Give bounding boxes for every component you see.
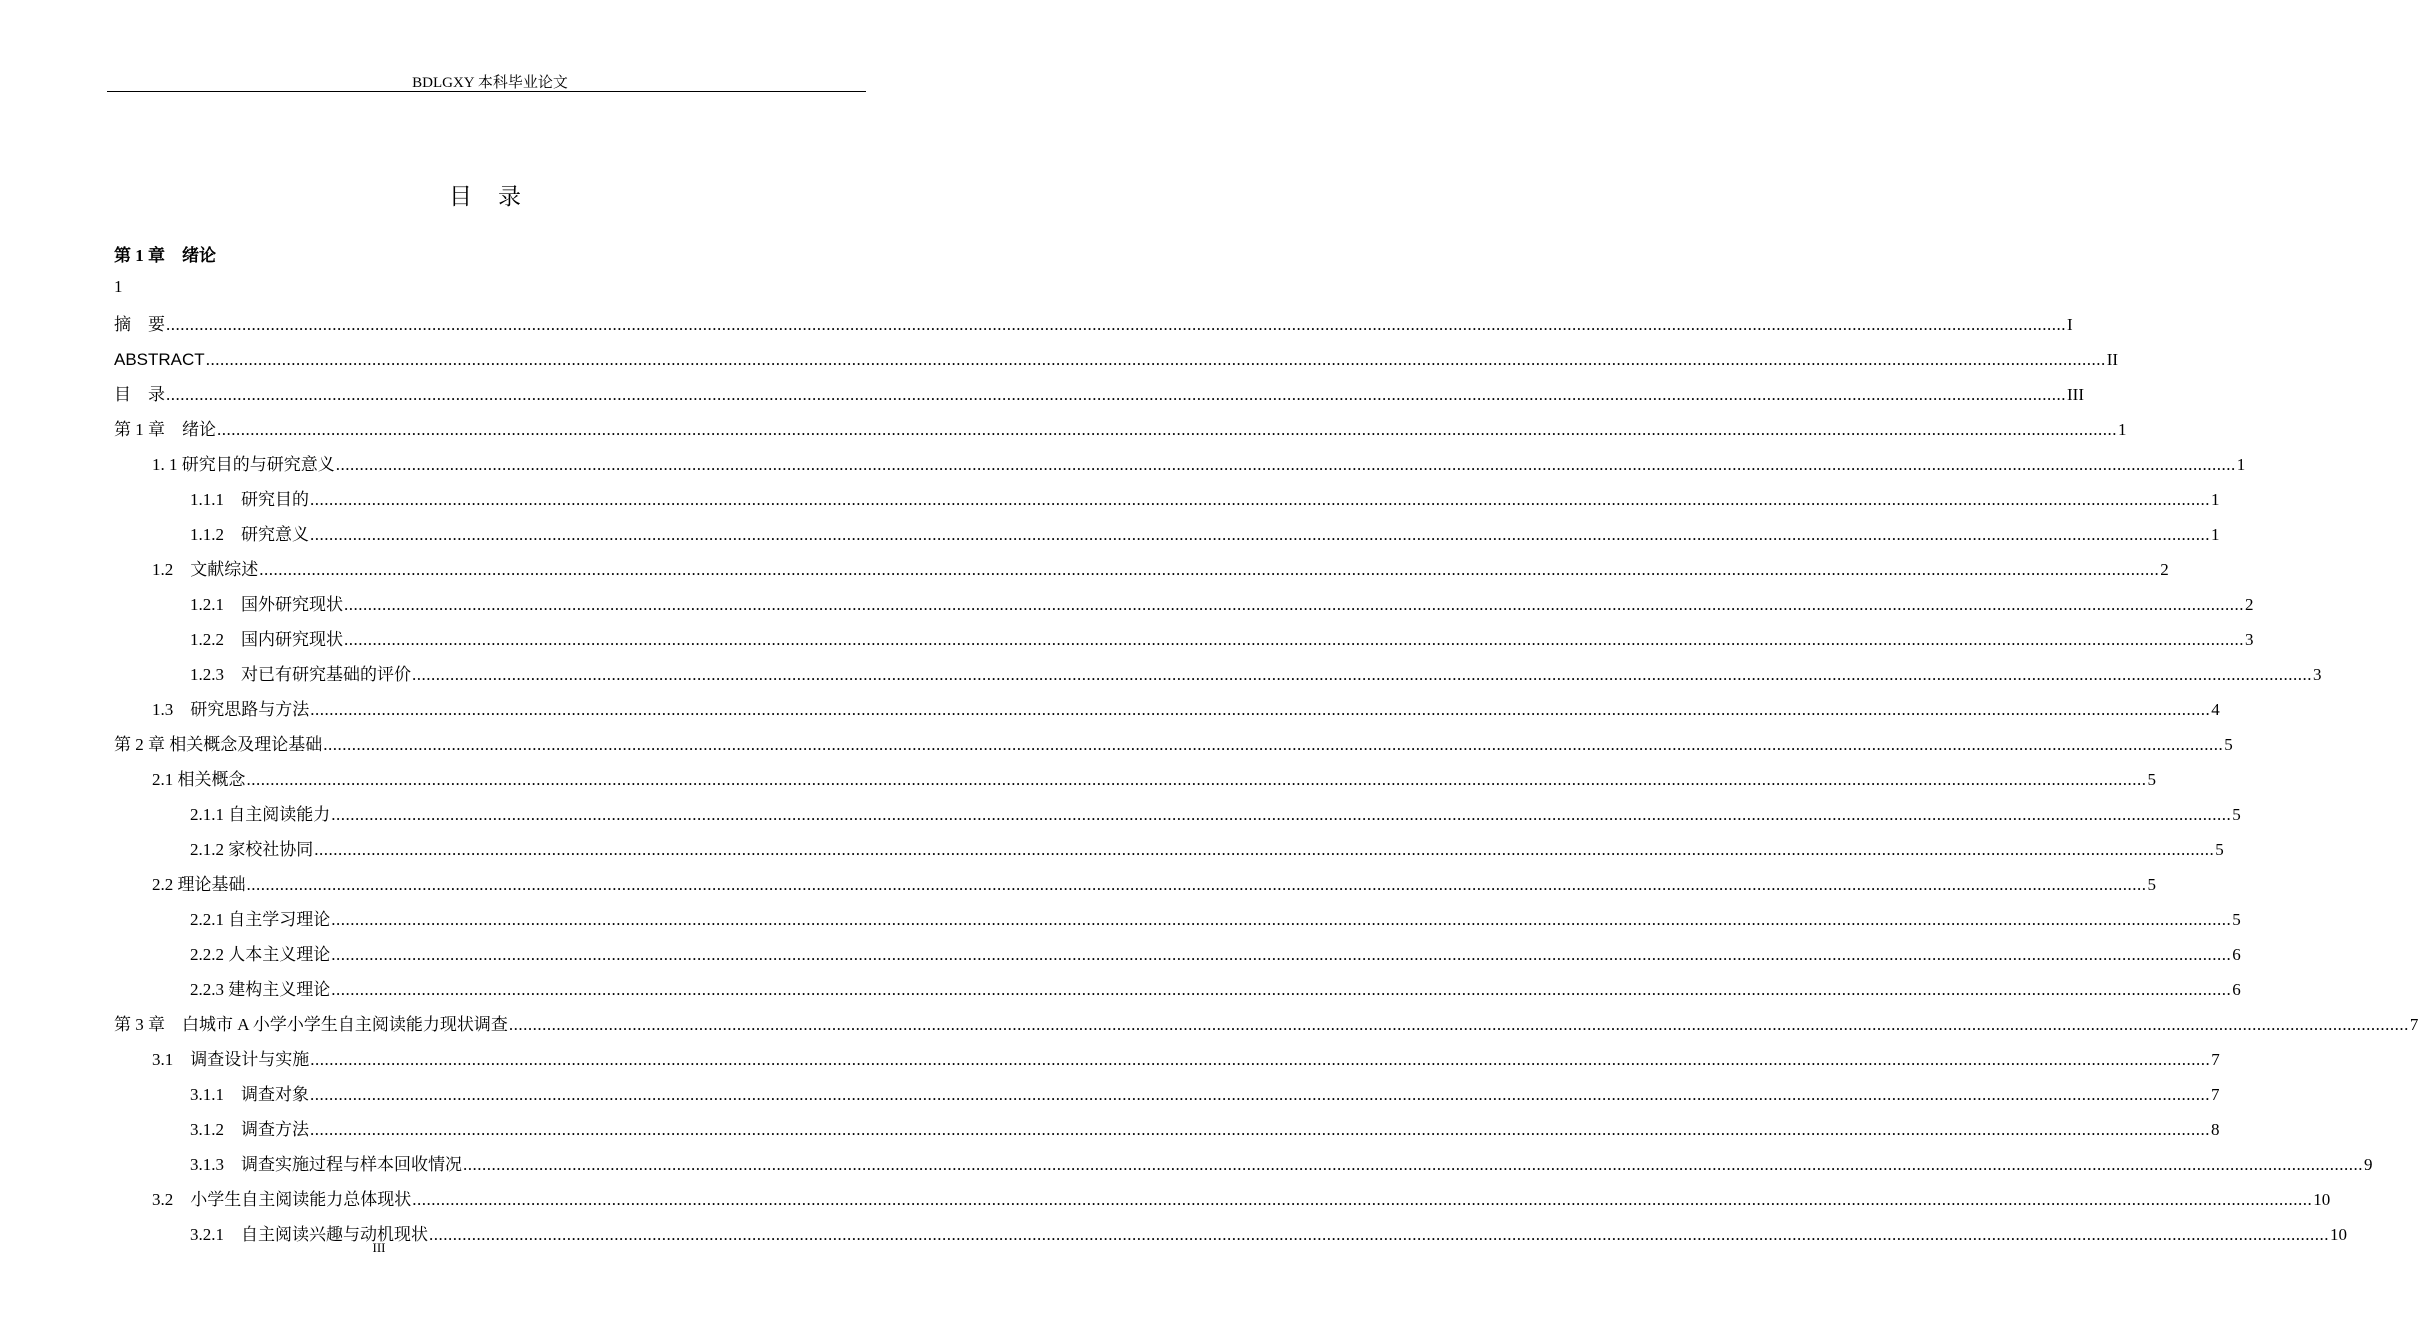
toc-entry-label: 1.2.1 国外研究现状 — [190, 595, 343, 614]
toc-entry-page: 1 — [2211, 490, 2220, 509]
toc-entry-label: 第 2 章 相关概念及理论基础 — [114, 735, 323, 754]
toc-title-part1: 目 — [449, 184, 472, 209]
toc-dot-leader: ................................................................................................................................................................................................................................................................................................................................................................................................................ — [310, 490, 2210, 509]
toc-entry-label: 2.1 相关概念 — [152, 770, 246, 789]
toc-dot-leader: ................................................................................................................................................................................................................................................................................................................................................................................................................ — [463, 1155, 2363, 1174]
toc-entry-label: 2.2.2 人本主义理论 — [190, 945, 331, 964]
toc-entry-page: II — [2106, 350, 2119, 369]
toc-entry-page: 2 — [2160, 560, 2169, 579]
toc-entry[interactable] — [114, 727, 2233, 762]
toc-entry[interactable] — [114, 1077, 2220, 1112]
toc-entry-page: 5 — [2215, 840, 2224, 859]
toc-entry[interactable] — [114, 797, 2241, 832]
toc-entry-label: 2.2.3 建构主义理论 — [190, 980, 331, 999]
toc-entry-page: 7 — [2211, 1085, 2220, 1104]
toc-entry-page: 1 — [2118, 420, 2127, 439]
toc-dot-leader: ................................................................................................................................................................................................................................................................................................................................................................................................................ — [344, 630, 2244, 649]
toc-dot-leader: ................................................................................................................................................................................................................................................................................................................................................................................................................ — [310, 1120, 2210, 1139]
toc-entry[interactable] — [114, 587, 2254, 622]
toc-dot-leader: ................................................................................................................................................................................................................................................................................................................................................................................................................ — [323, 735, 2224, 754]
toc-entry[interactable] — [114, 762, 2156, 797]
toc-dot-leader: ................................................................................................................................................................................................................................................................................................................................................................................................................ — [331, 980, 2232, 999]
toc-dot-leader: ................................................................................................................................................................................................................................................................................................................................................................................................................ — [310, 525, 2210, 544]
toc-entry-label: 3.1.2 调查方法 — [190, 1120, 309, 1139]
toc-entry-page: 5 — [2224, 735, 2233, 754]
toc-dot-leader: ................................................................................................................................................................................................................................................................................................................................................................................................................ — [259, 560, 2160, 579]
toc-entry[interactable] — [114, 972, 2241, 1007]
toc-entry[interactable] — [114, 832, 2224, 867]
toc-entry-page: 5 — [2147, 770, 2156, 789]
toc-entry[interactable] — [114, 1042, 2220, 1077]
toc-dot-leader: ................................................................................................................................................................................................................................................................................................................................................................................................................ — [166, 315, 2066, 334]
toc-dot-leader: ................................................................................................................................................................................................................................................................................................................................................................................................................ — [166, 385, 2066, 404]
toc-entry-label: 第 1 章 绪论 — [114, 420, 216, 439]
toc-entry-page: 7 — [2409, 1015, 2418, 1034]
toc-entry[interactable] — [114, 1007, 2418, 1042]
toc-dot-leader: ................................................................................................................................................................................................................................................................................................................................................................................................................ — [412, 1190, 2313, 1209]
toc-entry[interactable] — [114, 517, 2220, 552]
toc-entry[interactable] — [114, 412, 2127, 447]
toc-entry-label: 2.1.2 家校社协同 — [190, 840, 314, 859]
toc-entry[interactable] — [114, 902, 2241, 937]
toc-entry-page: 3 — [2313, 665, 2322, 684]
toc-entry-page: 1 — [2236, 455, 2246, 474]
header-rule — [107, 91, 866, 92]
toc-dot-leader: ................................................................................................................................................................................................................................................................................................................................................................................................................ — [331, 805, 2232, 824]
toc-entry[interactable] — [114, 937, 2241, 972]
toc-entry-page: I — [2067, 315, 2073, 334]
toc-entry-label: 1.1.1 研究目的 — [190, 490, 309, 509]
toc-dot-leader: ................................................................................................................................................................................................................................................................................................................................................................................................................ — [205, 350, 2106, 369]
toc-entry[interactable] — [114, 342, 2119, 377]
toc-dot-leader: ................................................................................................................................................................................................................................................................................................................................................................................................................ — [310, 1050, 2211, 1069]
toc-entry-page: 3 — [2245, 630, 2254, 649]
stray-page-number: 1 — [114, 277, 123, 296]
toc-dot-leader: ................................................................................................................................................................................................................................................................................................................................................................................................................ — [412, 665, 2312, 684]
toc-entry-page: 6 — [2232, 980, 2241, 999]
toc-entry-label: 3.1.1 调查对象 — [190, 1085, 309, 1104]
toc-entry[interactable] — [114, 377, 2084, 412]
toc-dot-leader: ................................................................................................................................................................................................................................................................................................................................................................................................................ — [508, 1015, 2409, 1034]
toc-list — [114, 307, 2418, 1252]
toc-entry-label: 1.3 研究思路与方法 — [152, 700, 310, 719]
toc-entry[interactable] — [114, 552, 2169, 587]
toc-entry[interactable] — [114, 622, 2254, 657]
toc-entry-label: 3.2 小学生自主阅读能力总体现状 — [152, 1190, 412, 1209]
toc-entry-page: 5 — [2232, 805, 2241, 824]
toc-entry-label: 2.1.1 自主阅读能力 — [190, 805, 331, 824]
toc-entry-label: 1.2.3 对已有研究基础的评价 — [190, 665, 411, 684]
toc-entry-page: 2 — [2245, 595, 2254, 614]
toc-entry-page: III — [2067, 385, 2084, 404]
toc-entry[interactable] — [114, 692, 2220, 727]
toc-entry-label: 目 录 — [114, 385, 165, 404]
toc-entry[interactable] — [114, 867, 2156, 902]
toc-dot-leader: ................................................................................................................................................................................................................................................................................................................................................................................................................ — [344, 595, 2244, 614]
toc-entry-label: 摘 要 — [114, 315, 165, 334]
toc-title-part2: 录 — [498, 184, 521, 209]
toc-entry[interactable] — [114, 1182, 2331, 1217]
toc-entry[interactable] — [114, 482, 2220, 517]
toc-dot-leader: ................................................................................................................................................................................................................................................................................................................................................................................................................ — [314, 840, 2215, 859]
toc-title — [0, 178, 970, 211]
toc-dot-leader: ................................................................................................................................................................................................................................................................................................................................................................................................................ — [310, 700, 2211, 719]
toc-entry[interactable] — [114, 307, 2073, 342]
stray-chapter-heading: 第 1 章 绪论 — [114, 246, 216, 265]
toc-entry[interactable] — [114, 1147, 2373, 1182]
toc-entry-label: 2.2 理论基础 — [152, 875, 246, 894]
toc-entry[interactable] — [114, 657, 2322, 692]
toc-entry-page: 6 — [2232, 945, 2241, 964]
toc-entry-page: 10 — [2313, 1190, 2331, 1209]
toc-entry-label: 3.1 调查设计与实施 — [152, 1050, 310, 1069]
toc-dot-leader: ................................................................................................................................................................................................................................................................................................................................................................................................................ — [310, 1085, 2210, 1104]
toc-entry-page: 4 — [2211, 700, 2220, 719]
toc-entry[interactable] — [114, 447, 2246, 482]
toc-entry-label: 1.2.2 国内研究现状 — [190, 630, 343, 649]
toc-dot-leader: ................................................................................................................................................................................................................................................................................................................................................................................................................ — [429, 1225, 2329, 1244]
toc-dot-leader: ................................................................................................................................................................................................................................................................................................................................................................................................................ — [246, 770, 2147, 789]
toc-entry-label: 3.2.1 自主阅读兴趣与动机现状 — [190, 1225, 428, 1244]
toc-entry-page: 5 — [2232, 910, 2241, 929]
toc-entry-page: 7 — [2211, 1050, 2220, 1069]
toc-entry-label: 2.2.1 自主学习理论 — [190, 910, 331, 929]
toc-entry-page: 5 — [2147, 875, 2156, 894]
toc-entry-label: 1. 1 研究目的与研究意义 — [152, 455, 335, 474]
toc-dot-leader: ................................................................................................................................................................................................................................................................................................................................................................................................................ — [331, 945, 2232, 964]
toc-entry-label: 1.1.2 研究意义 — [190, 525, 309, 544]
toc-dot-leader: ................................................................................................................................................................................................................................................................................................................................................................................................................ — [331, 910, 2232, 929]
toc-dot-leader: ................................................................................................................................................................................................................................................................................................................................................................................................................ — [217, 420, 2117, 439]
running-header: BDLGXY 本科毕业论文 — [412, 75, 568, 91]
toc-entry-label: ABSTRACT — [114, 350, 205, 369]
toc-entry-page: 8 — [2211, 1120, 2220, 1139]
toc-entry[interactable] — [114, 1112, 2220, 1147]
toc-entry-label: 1.2 文献综述 — [152, 560, 259, 579]
toc-entry-label: 第 3 章 白城市 A 小学小学生自主阅读能力现状调查 — [114, 1015, 508, 1034]
footer-page-number: III — [372, 1240, 386, 1255]
toc-entry-label: 3.1.3 调查实施过程与样本回收情况 — [190, 1155, 462, 1174]
toc-entry-page: 1 — [2211, 525, 2220, 544]
toc-dot-leader: ................................................................................................................................................................................................................................................................................................................................................................................................................ — [335, 455, 2236, 474]
toc-entry-page: 9 — [2364, 1155, 2373, 1174]
toc-entry-page: 10 — [2330, 1225, 2347, 1244]
toc-dot-leader: ................................................................................................................................................................................................................................................................................................................................................................................................................ — [246, 875, 2147, 894]
